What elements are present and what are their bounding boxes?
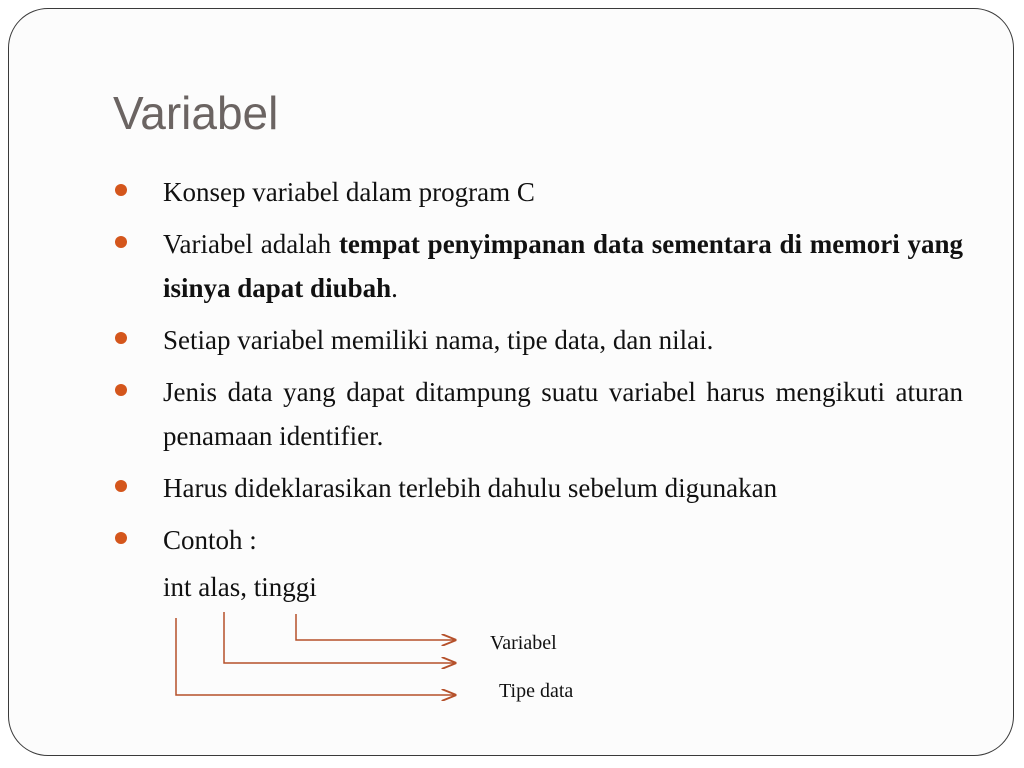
bullet-text: Konsep variabel dalam program C — [163, 177, 535, 207]
bullet-text: Variabel adalah — [163, 229, 339, 259]
arrow-int-to-tipe-data — [176, 618, 455, 695]
bullet-text-emphasis: tempat penyimpanan data sementara di memori yang isinya dapat diubah — [163, 229, 964, 303]
bullet-text: Harus dideklarasikan terlebih dahulu sebelum digunakan — [163, 473, 778, 503]
bullet-text: Jenis data yang dapat ditampung suatu variabel harus mengikuti aturan penamaan identifier. — [163, 377, 963, 451]
arrow-alas-to-variabel — [224, 612, 455, 663]
bullet-text: Contoh : — [163, 525, 257, 555]
arrow-tinggi-to-variabel — [296, 614, 455, 640]
example-code: int alas, tinggi — [163, 572, 317, 602]
bullet-text: . — [391, 273, 398, 303]
variabel-label: Variabel — [490, 632, 557, 654]
bullet-text: Setiap variabel memiliki nama, tipe data, dan nilai. — [163, 325, 714, 355]
tipe-data-label: Tipe data — [499, 680, 574, 702]
slide-title: Variabel — [113, 87, 279, 139]
